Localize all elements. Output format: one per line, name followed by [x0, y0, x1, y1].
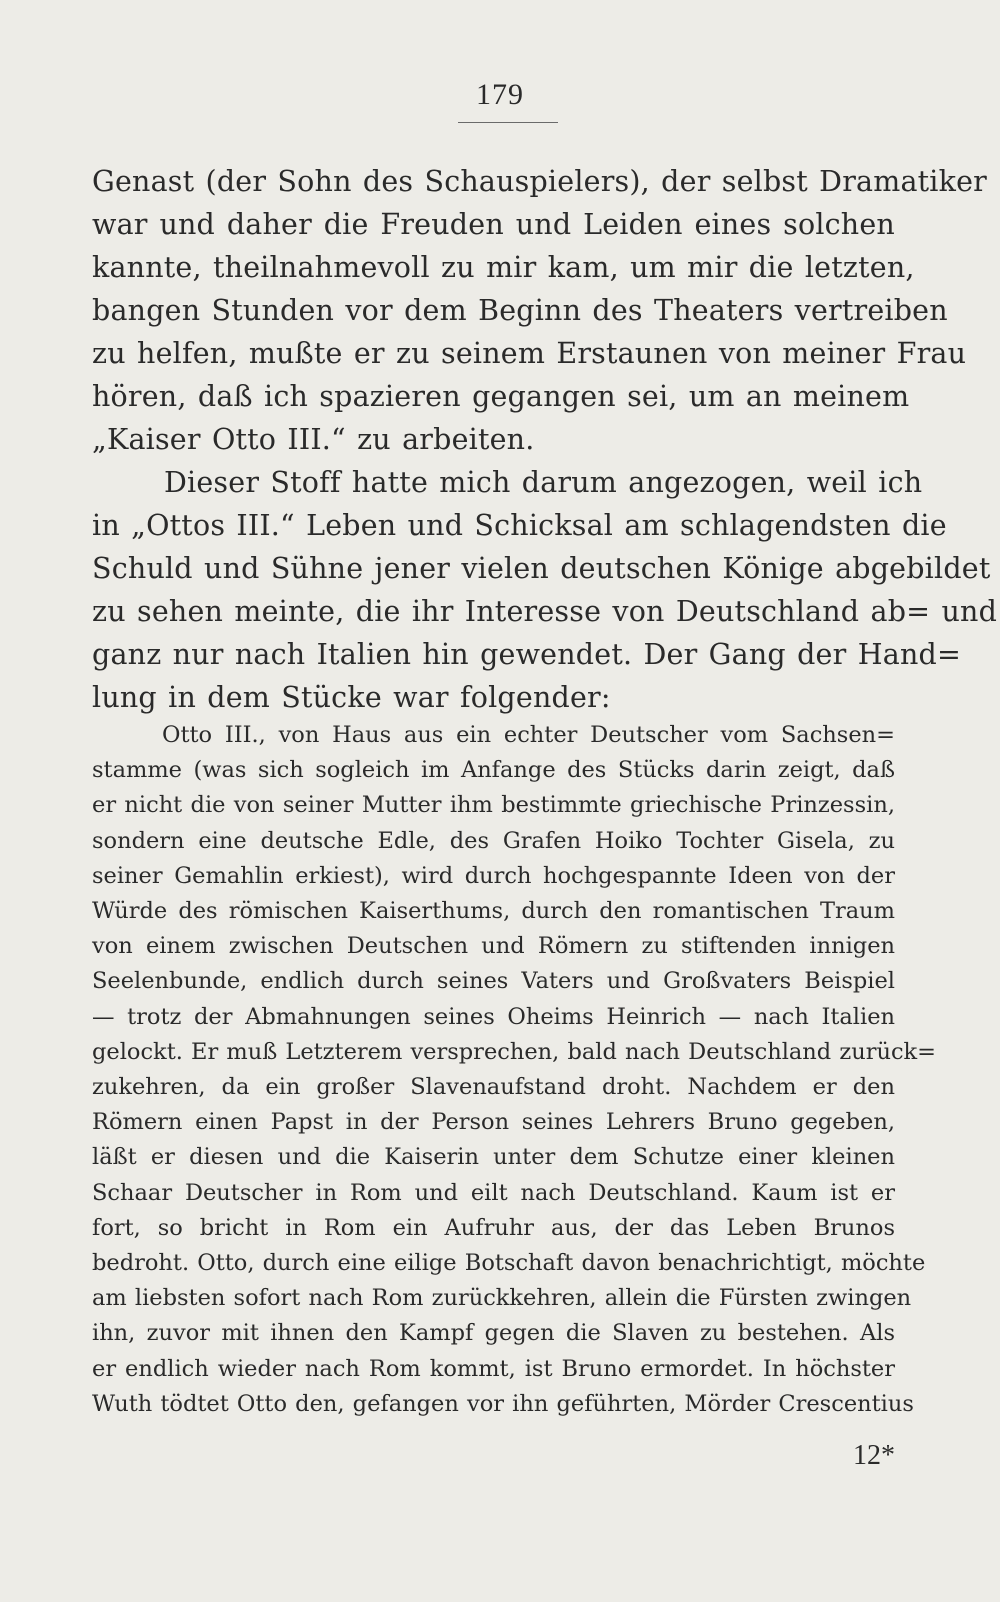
- paragraph-2-line: in „Ottos III.“ Leben und Schicksal am schlagendsten die: [92, 509, 947, 542]
- paragraph-2: [92, 461, 998, 719]
- paragraph-3-line: Römern einen Papst in der Person seines Lehrers Bruno gegeben,: [92, 1109, 895, 1136]
- paragraph-2-line: lung in dem Stücke war folgender:: [92, 681, 611, 714]
- paragraph-3-line: er endlich wieder nach Rom kommt, ist Bruno ermordet. In höchster: [92, 1355, 895, 1382]
- paragraph-1-line: kannte, theilnahmevoll zu mir kam, um mir die letzten,: [92, 251, 915, 284]
- page-body: [92, 160, 998, 719]
- paragraph-3-line: Wuth tödtet Otto den, gefangen vor ihn geführten, Mörder Crescentius: [92, 1390, 914, 1417]
- paragraph-1: [92, 160, 987, 461]
- paragraph-1-line: bangen Stunden vor dem Beginn des Theaters vertreiben: [92, 294, 948, 327]
- paragraph-3-line: läßt er diesen und die Kaiserin unter dem Schutze einer kleinen: [92, 1144, 895, 1171]
- paragraph-3-line: — trotz der Abmahnungen seines Oheims Heinrich — nach Italien: [92, 1003, 895, 1030]
- paragraph-3-line: stamme (was sich sogleich im Anfange des Stücks darin zeigt, daß: [92, 757, 895, 784]
- paragraph-3-line: von einem zwischen Deutschen und Römern zu stiftenden innigen: [92, 933, 895, 960]
- paragraph-1-line: Genast (der Sohn des Schauspielers), der selbst Dramatiker: [92, 165, 987, 198]
- paragraph-2-line: Dieser Stoff hatte mich darum angezogen, weil ich: [164, 466, 923, 499]
- paragraph-1-line: war und daher die Freuden und Leiden eines solchen: [92, 208, 895, 241]
- header-rule: [458, 122, 558, 123]
- paragraph-3-line: Otto III., von Haus aus ein echter Deutscher vom Sachsen=: [162, 722, 895, 748]
- paragraph-3-line: zukehren, da ein großer Slavenaufstand droht. Nachdem er den: [92, 1074, 895, 1101]
- signature-mark: 12*: [853, 1440, 895, 1471]
- paragraph-3-line: Seelenbunde, endlich durch seines Vaters und Großvaters Beispiel: [92, 968, 895, 995]
- paragraph-3-line: gelockt. Er muß Letzterem versprechen, bald nach Deutschland zurück=: [92, 1038, 937, 1065]
- paragraph-3-line: seiner Gemahlin erkiest), wird durch hochgespannte Ideen von der: [92, 862, 895, 889]
- paragraph-3-line: fort, so bricht in Rom ein Aufruhr aus, der das Leben Brunos: [92, 1214, 895, 1241]
- paragraph-3-line: am liebsten sofort nach Rom zurückkehren, allein die Fürsten zwingen: [92, 1285, 912, 1312]
- paragraph-2-line: ganz nur nach Italien hin gewendet. Der Gang der Hand=: [92, 638, 962, 671]
- paragraph-3-synopsis: [92, 718, 937, 1422]
- paragraph-1-line: hören, daß ich spazieren gegangen sei, um an meinem: [92, 380, 910, 413]
- paragraph-3-line: Schaar Deutscher in Rom und eilt nach Deutschland. Kaum ist er: [92, 1179, 895, 1206]
- paragraph-1-line: zu helfen, mußte er zu seinem Erstaunen von meiner Frau: [92, 337, 967, 370]
- paragraph-2-line: zu sehen meinte, die ihr Interesse von Deutschland ab= und: [92, 595, 998, 628]
- paragraph-3-line: sondern eine deutsche Edle, des Grafen Hoiko Tochter Gisela, zu: [92, 827, 895, 854]
- page-number: 179: [476, 78, 524, 111]
- paragraph-3-line: er nicht die von seiner Mutter ihm bestimmte griechische Prinzessin,: [92, 792, 895, 819]
- paragraph-1-line: „Kaiser Otto III.“ zu arbeiten.: [92, 423, 535, 456]
- paragraph-3-line: bedroht. Otto, durch eine eilige Botschaft davon benachrichtigt, möchte: [92, 1250, 926, 1277]
- paragraph-3-line: ihn, zuvor mit ihnen den Kampf gegen die Slaven zu bestehen. Als: [92, 1320, 895, 1347]
- paragraph-3-line: Würde des römischen Kaiserthums, durch den romantischen Traum: [92, 898, 895, 925]
- paragraph-2-line: Schuld und Sühne jener vielen deutschen Könige abgebildet: [92, 552, 991, 585]
